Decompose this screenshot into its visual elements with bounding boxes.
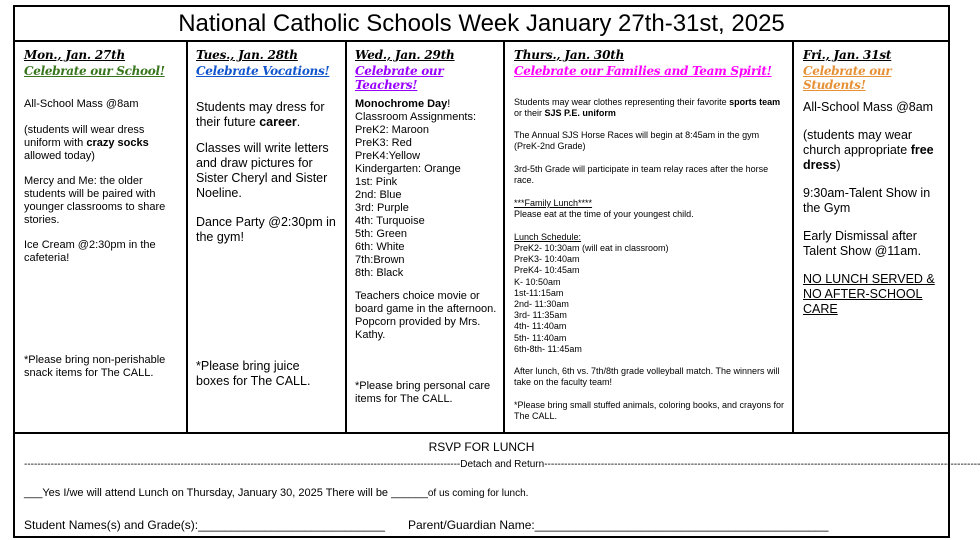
monday-column: [24, 48, 182, 78]
column-divider: [345, 40, 347, 434]
monday-donation: *Please bring non-perishable snack items for The CALL.: [24, 354, 166, 379]
column-divider: [792, 40, 794, 434]
tuesday-dance: Dance Party @2:30pm in the gym!: [196, 215, 336, 244]
assignment-item: 4th: Turquoise: [355, 215, 425, 227]
thursday-day: Thurs., Jan. 30th: [514, 48, 625, 62]
parent-name-blank[interactable]: ____________________________________________: [534, 518, 829, 532]
rsvp-attend-line: ___Yes I/we will attend Lunch on Thursday, January 30, 2025 There will be ______of us coming for lunch.: [24, 487, 529, 499]
schedule-item: 3rd- 11:35am: [514, 310, 567, 321]
thursday-clothes: Students may wear clothes representing their favorite sports team or their SJS P.E. uniform: [514, 97, 781, 119]
wednesday-assignments: [355, 124, 500, 280]
attend-checkbox-blank[interactable]: ___: [24, 487, 43, 499]
wednesday-teachers: Teachers choice movie or board game in the afternoon. Popcorn provided by Mrs. Kathy.: [355, 290, 497, 341]
schedule-item: 5th- 11:40am: [514, 332, 567, 343]
friday-talent: 9:30am-Talent Show in the Gym: [803, 186, 931, 215]
friday-mass: All-School Mass @8am: [803, 100, 934, 114]
friday-day: Fri., Jan. 31st: [803, 48, 892, 62]
column-divider: [503, 40, 505, 434]
assignment-item: 8th: Black: [355, 267, 404, 279]
monday-day: Mon., Jan. 27th: [24, 48, 126, 62]
tuesday-donation: *Please bring juice boxes for The CALL.: [196, 359, 311, 388]
assignment-item: 6th: White: [355, 241, 405, 253]
monday-mass: All-School Mass @8am: [24, 98, 139, 110]
assignment-item: 7th:Brown: [355, 254, 405, 266]
thursday-schedule-heading: Lunch Schedule:: [514, 232, 582, 242]
wednesday-assign-heading: Classroom Assignments:: [355, 111, 477, 123]
assignment-item: 1st: Pink: [355, 176, 398, 188]
monday-icecream: Ice Cream @2:30pm in the cafeteria!: [24, 239, 156, 264]
thursday-family-lunch: ***Family Lunch****: [514, 198, 593, 208]
tuesday-letters: Classes will write letters and draw pictures for Sister Cheryl and Sister Noeline.: [196, 141, 329, 200]
assignment-item: 5th: Green: [355, 228, 407, 240]
schedule-item: 2nd- 11:30am: [514, 299, 569, 310]
detach-line: -----------------------------------------------------------------------------------------------------------------------------------Detach and Return-----------------------------------------------------------------------------------------------------------------------------------: [24, 459, 980, 470]
assignment-item: PreK4:Yellow: [355, 150, 421, 162]
assignment-item: 3rd: Purple: [355, 202, 409, 214]
monday-mercy: Mercy and Me: the older students will be paired with younger classrooms to share stories.: [24, 175, 166, 226]
wednesday-column: [355, 48, 503, 92]
student-name-blank[interactable]: ____________________________: [198, 518, 385, 532]
monday-theme: Celebrate our School!: [24, 64, 165, 78]
thursday-volleyball: After lunch, 6th vs. 7th/8th grade volleyball match. The winners will take on the faculty team!: [514, 366, 780, 388]
tuesday-day: Tues., Jan. 28th: [196, 48, 298, 62]
schedule-item: K- 10:50am: [514, 276, 561, 287]
friday-attire: (students may wear church appropriate free dress): [803, 128, 934, 172]
wednesday-monochrome: Monochrome Day!: [355, 98, 451, 110]
wednesday-theme: Celebrate our Teachers!: [355, 64, 444, 92]
monday-uniform: (students will wear dress uniform with crazy socks allowed today): [24, 124, 149, 162]
friday-column: [803, 48, 949, 92]
tuesday-theme: Celebrate Vocations!: [196, 64, 330, 78]
column-divider: [186, 40, 188, 434]
tuesday-dress: Students may dress for their future career.: [196, 100, 325, 129]
thursday-relay: 3rd-5th Grade will participate in team relay races after the horse race.: [514, 164, 769, 186]
assignment-item: PreK3: Red: [355, 137, 412, 149]
parent-name-line: Parent/Guardian Name:____________________________________________: [408, 518, 829, 532]
thursday-column: [514, 48, 792, 78]
schedule-item: PreK3- 10:40am: [514, 254, 580, 265]
wednesday-day: Wed., Jan. 29th: [355, 48, 455, 62]
assignment-item: 2nd: Blue: [355, 189, 402, 201]
friday-theme: Celebrate our Students!: [803, 64, 892, 92]
thursday-races: The Annual SJS Horse Races will begin at 8:45am in the gym (PreK-2nd Grade): [514, 130, 760, 152]
schedule-item: 6th-8th- 11:45am: [514, 343, 582, 354]
thursday-theme: Celebrate our Families and Team Spirit!: [514, 64, 772, 78]
thursday-schedule: [514, 243, 786, 355]
page-title: National Catholic Schools Week January 27th-31st, 2025: [178, 10, 785, 37]
friday-no-lunch: NO LUNCH SERVED & NO AFTER-SCHOOL CARE: [803, 272, 935, 316]
assignment-item: Kindergarten: Orange: [355, 163, 461, 175]
schedule-item: PreK2- 10:30am (will eat in classroom): [514, 243, 669, 253]
thursday-donation: *Please bring small stuffed animals, coloring books, and crayons for The CALL.: [514, 400, 784, 422]
thursday-family-note: Please eat at the time of your youngest child.: [514, 209, 694, 219]
count-blank[interactable]: ______: [391, 487, 428, 499]
wednesday-donation: *Please bring personal care items for The CALL.: [355, 380, 491, 405]
student-name-line: Student Names(s) and Grade(s):____________________________: [24, 518, 385, 532]
friday-dismissal: Early Dismissal after Talent Show @11am.: [803, 229, 922, 258]
schedule-item: 1st-11:15am: [514, 287, 564, 298]
rsvp-heading: RSVP FOR LUNCH: [428, 440, 535, 454]
assignment-item: PreK2: Maroon: [355, 124, 429, 136]
schedule-item: PreK4- 10:45am: [514, 265, 580, 276]
tuesday-column: [196, 48, 344, 78]
schedule-item: 4th- 11:40am: [514, 321, 567, 332]
